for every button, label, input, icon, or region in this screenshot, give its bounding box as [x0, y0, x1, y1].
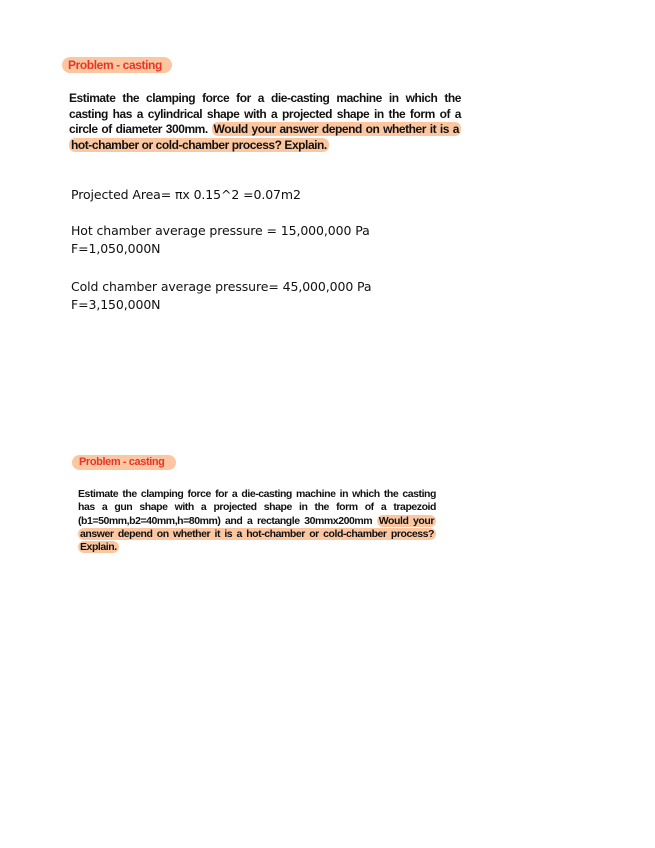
problem-2-highlighted-question: Would your answer depend on whether it is a hot-chamber or cold-chamber process? Explain. — [80, 514, 434, 554]
solution-cold-chamber-force: F=3,150,000N — [71, 297, 161, 312]
problem-2-text: Estimate the clamping force for a die-casting machine in which the casting has a gun shape with a projected shape in the form of a trapezoid (b1=50mm,b2=40mm,h=80mm) and a rectangle 30mmx200mm — [78, 488, 436, 527]
problem-1-statement — [69, 91, 461, 153]
problem-2-heading: Problem - casting — [72, 455, 176, 470]
solution-cold-chamber-pressure: Cold chamber average pressure= 45,000,000 Pa — [71, 279, 372, 294]
problem-1-text: Estimate the clamping force for a die-casting machine in which the casting has a cylindrical shape with a projected shape in the form of a circle of diameter 300mm. — [69, 91, 461, 136]
solution-hot-chamber-force: F=1,050,000N — [71, 241, 161, 256]
solution-hot-chamber-pressure: Hot chamber average pressure = 15,000,000 Pa — [71, 223, 370, 238]
solution-projected-area: Projected Area= πx 0.15^2 =0.07m2 — [71, 187, 301, 202]
problem-1-highlighted-question: Would your answer depend on whether it is a hot-chamber or cold-chamber process? Explain. — [71, 122, 459, 152]
problem-2-statement — [78, 488, 436, 554]
problem-1-heading: Problem - casting — [62, 57, 172, 73]
